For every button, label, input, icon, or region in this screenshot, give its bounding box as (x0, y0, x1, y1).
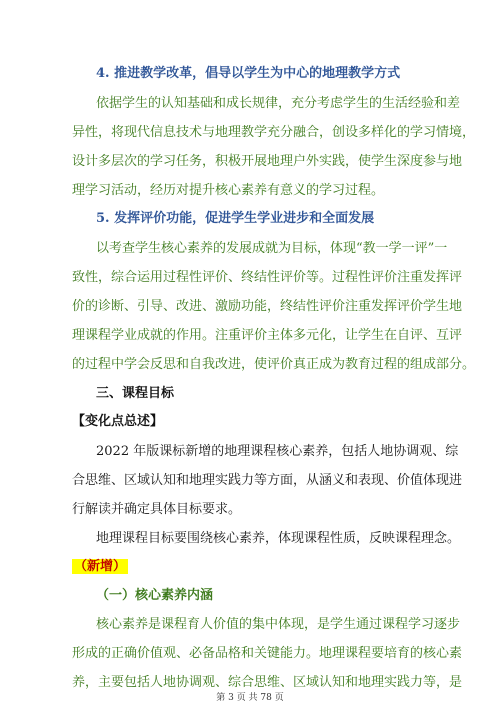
change-summary-label: 【变化点总述】 (72, 414, 164, 429)
section-5-line-4: 理课程学业成就的作用。注重评价主体多元化，让学生在自评、互评 (72, 328, 463, 343)
new-badge-row (0, 559, 500, 575)
change-summary-line-1: 2022 年版课标新增的地理课程核心素养，包括人地协调观、综 (96, 444, 459, 459)
section-5-line-3: 价的诊断、引导、改进、激励功能，终结性评价注重发挥评价学生地 (72, 299, 463, 314)
change-summary-paragraph-2: 地理课程目标要围绕核心素养，体现课程性质，反映课程理念。 (96, 531, 461, 546)
section-3-heading: 三、课程目标 (96, 386, 175, 401)
section-5-line-2: 致性，综合运用过程性评价、终结性评价等。过程性评价注重发挥评 (72, 270, 463, 285)
section-4-heading: 4. 推进教学改革，倡导以学生为中心的地理教学方式 (96, 66, 401, 81)
section-4-line-1: 依据学生的认知基础和成长规律，充分考虑学生的生活经验和差 (96, 96, 461, 111)
change-summary-line-2: 合思维、区域认知和地理实践力等方面，从涵义和表现、价值体现进 (72, 473, 463, 488)
section-4-line-4: 理学习活动，经历对提升核心素养有意义的学习过程。 (72, 183, 385, 198)
subsection-1-line-3: 养，主要包括人地协调观、综合思维、区域认知和地理实践力等，是 (72, 675, 463, 690)
subsection-1-line-2: 形成的正确价值观、必备品格和关键能力。地理课程要培育的核心素 (72, 646, 463, 661)
section-4-line-2: 异性，将现代信息技术与地理教学充分融合，创设多样化的学习情境， (72, 125, 476, 140)
section-5-line-1: 以考查学生核心素养的发展成就为目标，体现“教一学一评”一 (96, 241, 448, 256)
page-number-footer: 第 3 页 共 78 页 (216, 693, 284, 703)
subsection-1-heading: （一）核心素养内涵 (96, 588, 214, 603)
subsection-1-line-1: 核心素养是课程育人价值的集中体现，是学生通过课程学习逐步 (96, 617, 461, 632)
new-badge: （新增） (74, 559, 127, 574)
section-4-line-3: 设计多层次的学习任务，积极开展地理户外实践，使学生深度参与地 (72, 154, 463, 169)
section-5-heading: 5. 发挥评价功能，促进学生学业进步和全面发展 (96, 211, 375, 226)
section-5-line-5: 的过程中学会反思和自我改进，使评价真正成为教育过程的组成部分。 (72, 357, 476, 372)
change-summary-line-3: 行解读并确定具体目标要求。 (72, 502, 242, 517)
